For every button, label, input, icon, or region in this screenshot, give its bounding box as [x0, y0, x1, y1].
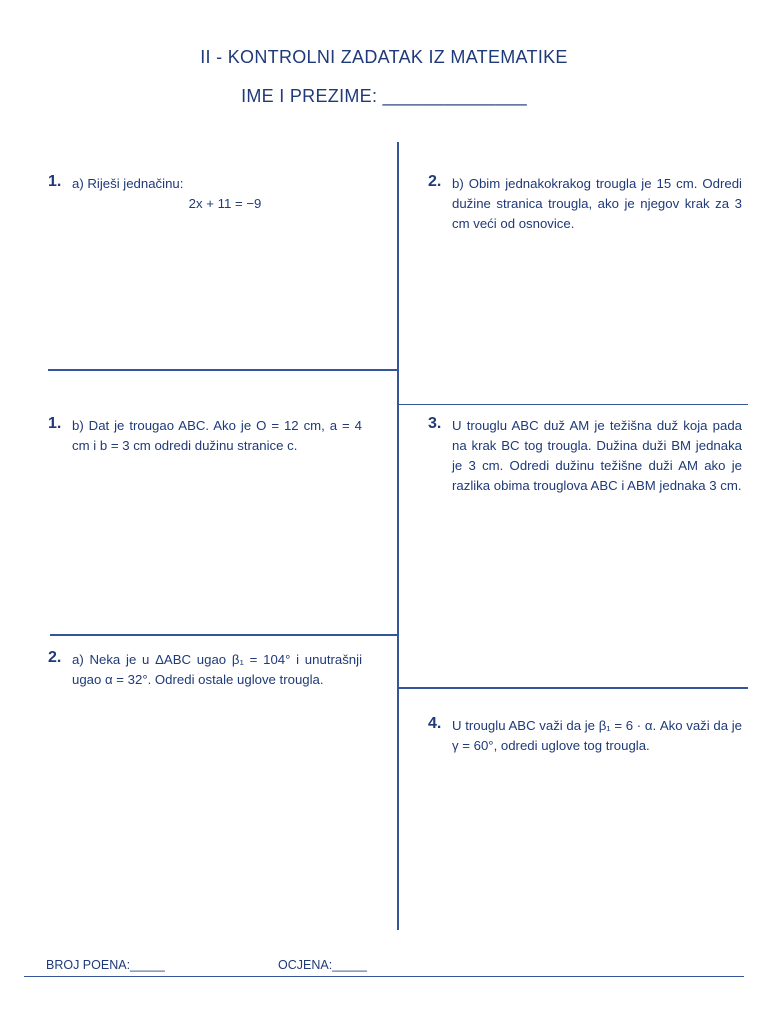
task-3	[428, 416, 742, 496]
task-text: U trouglu ABC važi da je β₁ = 6 · α. Ako važi da je γ = 60°, odredi uglove tog trougla.	[452, 718, 742, 753]
task-number: 2.	[428, 173, 442, 190]
task-2b	[428, 174, 742, 234]
name-field-label: IME I PREZIME: ______________	[241, 86, 527, 106]
task-1b	[48, 416, 362, 456]
task-number: 3.	[428, 415, 442, 432]
task-text: b) Obim jednakokrakog trougla je 15 cm. Odredi dužine stranica trougla, ako je njegov krak za 3 cm veći od osnovice.	[452, 176, 742, 231]
grade-field-label: OCJENA:_____	[278, 958, 367, 972]
task-4	[428, 716, 742, 756]
right-divider-2	[398, 687, 748, 689]
task-text: a) Riješi jednačinu:	[72, 176, 184, 191]
task-number: 1.	[48, 415, 62, 432]
task-1a	[48, 174, 378, 214]
task-text: U trouglu ABC duž AM je težišna duž koja pada na krak BC tog trougla. Dužina duži BM jednaka je 3 cm. Odredi dužinu težišne duži AM ako je razlika obima trouglova ABC i ABM jednaka 3 cm.	[452, 418, 742, 493]
right-divider-1	[398, 404, 748, 405]
task-2a	[48, 650, 362, 690]
task-number: 1.	[48, 173, 62, 190]
vertical-divider	[397, 142, 399, 930]
task-equation: 2x + 11 = −9	[188, 196, 262, 211]
task-text: b) Dat je trougao ABC. Ako je O = 12 cm, a = 4 cm i b = 3 cm odredi dužinu stranice c.	[72, 418, 362, 453]
task-number: 4.	[428, 715, 442, 732]
left-divider-2	[50, 634, 398, 636]
task-text: a) Neka je u ΔABC ugao β₁ = 104° i unutrašnji ugao α = 32°. Odredi ostale uglove trougla.	[72, 652, 362, 687]
left-divider-1	[48, 369, 398, 371]
page-title: II - KONTROLNI ZADATAK IZ MATEMATIKE	[200, 47, 568, 67]
points-field-label: BROJ POENA:_____	[46, 958, 165, 972]
footer-rule	[24, 976, 744, 977]
task-number: 2.	[48, 649, 62, 666]
